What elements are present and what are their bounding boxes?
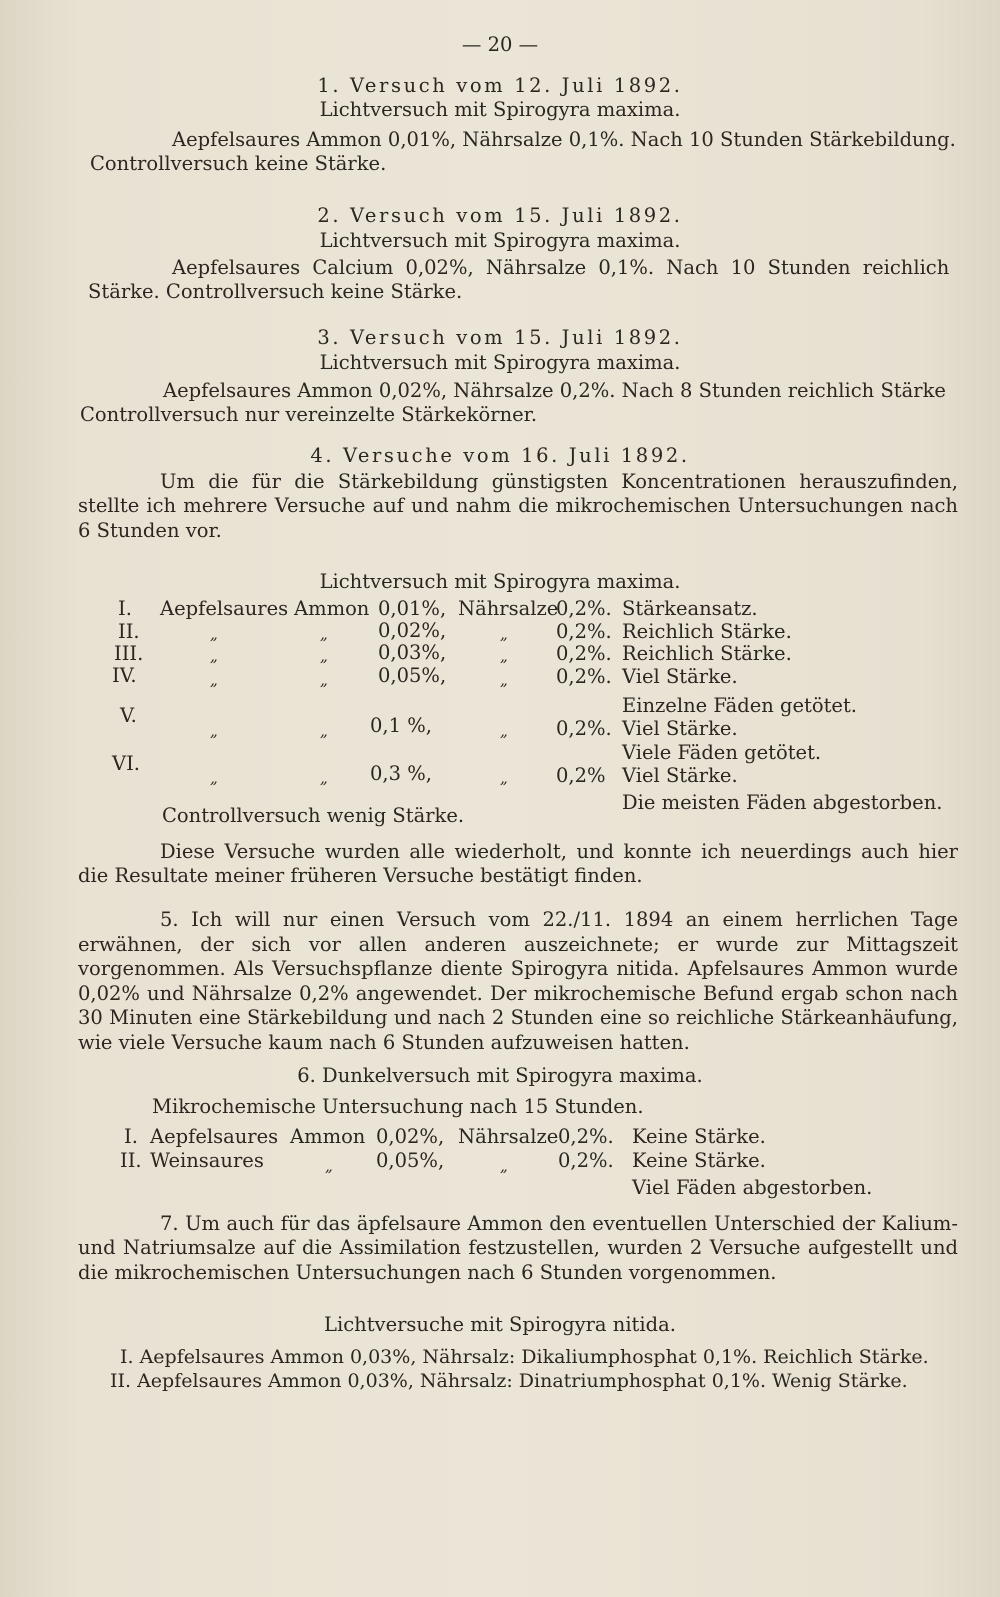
nutrient-label: Nährsalze (458, 597, 559, 620)
exp3-title: 3. Versuch vom 15. Juli 1892. (317, 326, 683, 349)
salt-name: Weinsaures (150, 1149, 264, 1172)
salt-name: Aepfelsaures (160, 597, 289, 620)
concentration: 0,02%, (376, 1125, 445, 1148)
salt-kind: Ammon (290, 1125, 366, 1148)
exp4-control: Controllversuch wenig Stärke. (162, 804, 465, 827)
result: Viel Stärke. (622, 665, 738, 688)
result: Stärkeansatz. (622, 597, 758, 620)
ditto-mark: „ (500, 769, 508, 787)
exp2-subtitle: Lichtversuch mit Spirogyra maxima. (319, 229, 681, 252)
ditto-mark: „ (210, 671, 218, 689)
concentration: 0,05%, (378, 664, 447, 687)
row-number: I. (118, 597, 132, 620)
ditto-mark: „ (210, 625, 218, 643)
row-number: II. (120, 1149, 142, 1172)
nutrient-concentration: 0,2%. (558, 1149, 614, 1172)
exp2-line1: Aepfelsaures Calcium 0,02%, Nährsalze 0,1%. Nach 10 Stunden reichlich (172, 256, 950, 279)
row-number: III. (114, 642, 144, 665)
concentration: 0,3 %, (370, 762, 432, 785)
exp1-line1: Aepfelsaures Ammon 0,01%, Nährsalze 0,1%. Nach 10 Stunden Stärkebildung. (172, 128, 956, 151)
concentration: 0,1 %, (370, 714, 432, 737)
nutrient-concentration: 0,2%. (558, 1125, 614, 1148)
row-number: IV. (112, 664, 137, 687)
exp4-title: 4. Versuche vom 16. Juli 1892. (310, 444, 690, 467)
exp3-subtitle: Lichtversuch mit Spirogyra maxima. (319, 351, 681, 374)
row-number: V. (120, 704, 137, 727)
exp7-row: II. Aepfelsaures Ammon 0,03%, Nährsalz: Dinatriumphosphat 0,1%. Wenig Stärke. (110, 1370, 908, 1392)
remark: Die meisten Fäden abgestorben. (622, 791, 943, 814)
exp7-subtitle: Lichtversuche mit Spirogyra nitida. (324, 1313, 676, 1336)
ditto-mark: „ (320, 769, 328, 787)
ditto-mark: „ (320, 722, 328, 740)
exp6-title: 6. Dunkelversuch mit Spirogyra maxima. (297, 1064, 703, 1087)
nutrient-label: Nährsalze (458, 1125, 559, 1148)
exp7-row: I. Aepfelsaures Ammon 0,03%, Nährsalz: Dikaliumphosphat 0,1%. Reichlich Stärke. (120, 1346, 929, 1368)
exp1-line2: Controllversuch keine Stärke. (90, 152, 387, 175)
ditto-mark: „ (500, 625, 508, 643)
nutrient-concentration: 0,2%. (556, 620, 612, 643)
result: Reichlich Stärke. (622, 620, 792, 643)
nutrient-concentration: 0,2%. (556, 717, 612, 740)
nutrient-concentration: 0,2%. (556, 597, 612, 620)
exp4-paragraph: Um die für die Stärkebildung günstigsten Koncentrationen herauszufinden, stellte ich mehrere Versuche auf und nahm die mikrochemischen Untersuchungen nach 6 Stunden vor. (78, 470, 958, 542)
salt-name: Aepfelsaures (150, 1125, 279, 1148)
ditto-mark: „ (500, 671, 508, 689)
concentration: 0,03%, (378, 641, 447, 664)
ditto-mark: „ (320, 671, 328, 689)
result: Viel Stärke. (622, 764, 738, 787)
result: Keine Stärke. (632, 1125, 766, 1148)
ditto-mark: „ (320, 647, 328, 665)
page-number: — 20 — (461, 33, 539, 56)
exp3-line2: Controllversuch nur vereinzelte Stärkekörner. (80, 403, 538, 426)
result: Viel Stärke. (622, 717, 738, 740)
nutrient-concentration: 0,2%. (556, 665, 612, 688)
exp6-subtitle: Mikrochemische Untersuchung nach 15 Stunden. (152, 1095, 644, 1118)
exp5-paragraph: 5. Ich will nur einen Versuch vom 22./11. 1894 an einem herrlichen Tage erwähnen, der sich vor allen anderen auszeichnete; er wurde zur Mittagszeit vorgenommen. Als Versuchspflanze diente Spirogyra nitida. Apfelsaures Ammon wurde 0,02% und Nährsalze 0,2% angewendet. Der mikrochemische Befund ergab schon nach 30 Minuten eine Stärkebildung und nach 2 Stunden eine so reichliche Stärkeanhäufung, wie viele Versuche kaum nach 6 Stunden aufzuweisen hatten. (78, 908, 958, 1054)
row-number: II. (118, 620, 140, 643)
result: Reichlich Stärke. (622, 642, 792, 665)
row-number: I. (124, 1125, 138, 1148)
exp3-line1: Aepfelsaures Ammon 0,02%, Nährsalze 0,2%. Nach 8 Stunden reichlich Stärke (163, 379, 946, 402)
ditto-mark: „ (500, 647, 508, 665)
result: Keine Stärke. (632, 1149, 766, 1172)
concentration: 0,02%, (378, 619, 447, 642)
exp2-line2: Stärke. Controllversuch keine Stärke. (88, 280, 463, 303)
ditto-mark: „ (500, 1157, 508, 1175)
exp4-subtitle: Lichtversuch mit Spirogyra maxima. (319, 570, 681, 593)
concentration: 0,05%, (376, 1149, 445, 1172)
nutrient-concentration: 0,2%. (556, 642, 612, 665)
row-number: VI. (112, 752, 140, 775)
ditto-mark: „ (325, 1157, 333, 1175)
ditto-mark: „ (210, 769, 218, 787)
exp7-paragraph: 7. Um auch für das äpfelsaure Ammon den eventuellen Unterschied der Kalium- und Natriumsalze auf die Assimilation festzustellen, wurden 2 Versuche aufgestellt und die mikrochemischen Untersuchungen nach 6 Stunden vorgenommen. (78, 1212, 958, 1284)
nutrient-concentration: 0,2% (556, 764, 606, 787)
remark: Viele Fäden getötet. (622, 741, 822, 764)
ditto-mark: „ (210, 722, 218, 740)
remark: Einzelne Fäden getötet. (622, 694, 857, 717)
exp1-title: 1. Versuch vom 12. Juli 1892. (317, 74, 683, 97)
exp4-closing: Diese Versuche wurden alle wiederholt, und konnte ich neuerdings auch hier die Resultate meiner früheren Versuche bestätigt finden. (78, 840, 958, 888)
ditto-mark: „ (320, 625, 328, 643)
exp1-subtitle: Lichtversuch mit Spirogyra maxima. (319, 98, 681, 121)
exp2-title: 2. Versuch vom 15. Juli 1892. (317, 204, 683, 227)
exp6-remark: Viel Fäden abgestorben. (632, 1176, 873, 1199)
salt-kind: Ammon (294, 597, 370, 620)
concentration: 0,01%, (378, 597, 447, 620)
ditto-mark: „ (500, 722, 508, 740)
ditto-mark: „ (210, 647, 218, 665)
